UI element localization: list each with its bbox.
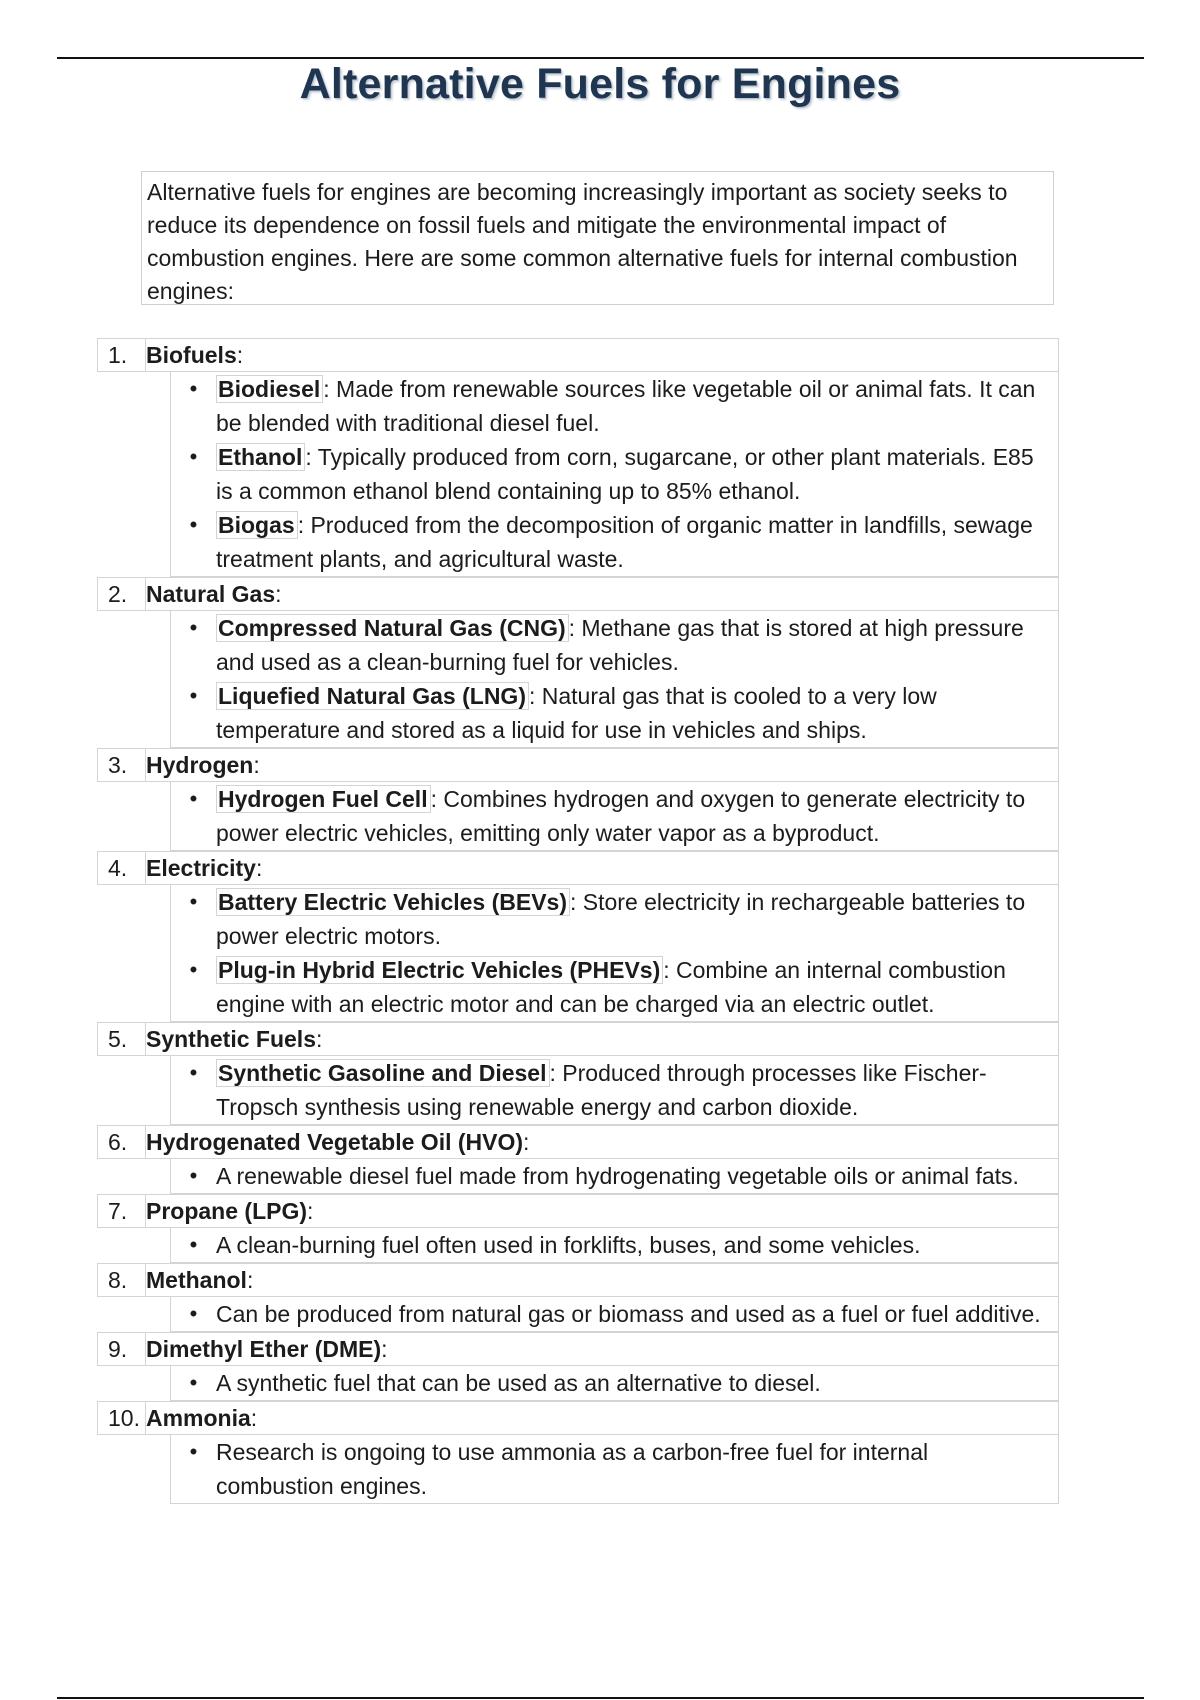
fuel-section-heading [97, 1401, 1059, 1435]
section-number: 5. [97, 1022, 145, 1056]
bullet-list [170, 1435, 1059, 1504]
fuel-section-heading [97, 338, 1059, 372]
bullet-list [170, 611, 1059, 748]
fuel-term: Biodiesel [216, 375, 323, 403]
fuel-section [97, 748, 1059, 851]
section-number: 9. [97, 1332, 145, 1366]
fuel-description: : Methane gas that is stored at high pressure and used as a clean-burning fuel for vehicles. [216, 615, 1024, 675]
fuel-name: Propane (LPG) [146, 1198, 308, 1224]
fuel-section [97, 338, 1059, 577]
list-item [171, 1159, 1058, 1193]
bullet-text [216, 611, 1058, 679]
list-item [171, 953, 1058, 1021]
list-item [171, 508, 1058, 576]
section-heading-text [145, 1401, 1059, 1435]
section-number: 7. [97, 1194, 145, 1228]
section-number: 6. [97, 1125, 145, 1159]
list-item [171, 1297, 1058, 1331]
bullet-list [170, 782, 1059, 851]
fuel-name: Hydrogen [146, 752, 254, 778]
bullet-text [216, 953, 1058, 1021]
section-number: 3. [97, 748, 145, 782]
fuel-description: A synthetic fuel that can be used as an alternative to diesel. [216, 1370, 821, 1396]
bullet-icon: • [189, 1232, 198, 1257]
fuel-term: Hydrogen Fuel Cell [216, 785, 431, 813]
heading-colon: : [250, 1405, 258, 1431]
fuel-name: Hydrogenated Vegetable Oil (HVO) [146, 1129, 524, 1155]
bullet-text [216, 1297, 1058, 1331]
section-heading-text [145, 1125, 1059, 1159]
bullet-list [170, 1366, 1059, 1401]
fuel-description: : Typically produced from corn, sugarcane, or other plant materials. E85 is a common ethanol blend containing up to 85% ethanol. [216, 444, 1034, 504]
bullet-icon: • [189, 1301, 198, 1326]
fuel-description: : Natural gas that is cooled to a very low temperature and stored as a liquid for use in vehicles and ships. [216, 683, 937, 743]
bullet-icon: • [189, 1439, 198, 1464]
list-item [171, 1435, 1058, 1503]
fuel-description: : Produced from the decomposition of organic matter in landfills, sewage treatment plants, and agricultural waste. [216, 512, 1033, 572]
bullet-icon: • [189, 512, 198, 537]
heading-colon: : [307, 1198, 314, 1224]
fuel-section-heading [97, 851, 1059, 885]
fuel-section-heading [97, 748, 1059, 782]
fuel-section [97, 1332, 1059, 1401]
list-item [171, 885, 1058, 953]
fuel-name: Electricity [146, 855, 256, 881]
bullet-icon: • [189, 376, 198, 401]
fuel-name: Methanol [146, 1267, 247, 1293]
bullet-text [216, 440, 1058, 508]
heading-colon: : [315, 1026, 323, 1052]
section-heading-text [145, 1332, 1059, 1366]
top-rule [57, 57, 1144, 59]
fuel-description: : Made from renewable sources like vegetable oil or animal fats. It can be blended with traditional diesel fuel. [216, 376, 1036, 436]
section-number: 4. [97, 851, 145, 885]
bullet-list [170, 1056, 1059, 1125]
fuel-name: Synthetic Fuels [146, 1026, 316, 1052]
list-item [171, 1056, 1058, 1124]
fuel-section [97, 1125, 1059, 1194]
section-heading-text [145, 1263, 1059, 1297]
bullet-icon: • [189, 615, 198, 640]
bullet-text [216, 1366, 1058, 1400]
section-heading-text [145, 851, 1059, 885]
list-item [171, 372, 1058, 440]
fuel-description: : Produced through processes like Fischer-Tropsch synthesis using renewable energy and carbon dioxide. [216, 1060, 987, 1120]
bullet-list [170, 1228, 1059, 1263]
list-item [171, 440, 1058, 508]
fuel-section [97, 1263, 1059, 1332]
bullet-icon: • [189, 683, 198, 708]
bullet-icon: • [189, 1370, 198, 1395]
section-heading-text [145, 1194, 1059, 1228]
fuel-name: Biofuels [146, 342, 237, 368]
fuel-section-heading [97, 577, 1059, 611]
bullet-text [216, 885, 1058, 953]
bullet-text [216, 1435, 1058, 1503]
fuel-section-heading [97, 1332, 1059, 1366]
fuel-term: Liquefied Natural Gas (LNG) [216, 682, 529, 710]
section-number: 10. [97, 1401, 145, 1435]
fuel-name: Natural Gas [146, 581, 276, 607]
section-heading-text [145, 748, 1059, 782]
bullet-icon: • [189, 786, 198, 811]
heading-colon: : [275, 581, 282, 607]
bullet-text [216, 508, 1058, 576]
fuel-name: Ammonia [146, 1405, 251, 1431]
bullet-list [170, 1159, 1059, 1194]
fuel-term: Ethanol [216, 443, 305, 471]
fuel-section [97, 1194, 1059, 1263]
section-number: 2. [97, 577, 145, 611]
heading-colon: : [236, 342, 244, 368]
fuel-section-heading [97, 1125, 1059, 1159]
heading-colon: : [246, 1267, 254, 1293]
fuel-term: Synthetic Gasoline and Diesel [216, 1059, 550, 1087]
list-item [171, 679, 1058, 747]
fuel-description: : Combine an internal combustion engine with an electric motor and can be charged via an electric outlet. [216, 957, 1006, 1017]
fuel-section-heading [97, 1194, 1059, 1228]
bullet-text [216, 679, 1058, 747]
fuel-section-heading [97, 1263, 1059, 1297]
heading-colon: : [523, 1129, 530, 1155]
fuel-description: Research is ongoing to use ammonia as a carbon-free fuel for internal combustion engines. [216, 1439, 929, 1499]
bullet-icon: • [189, 1060, 198, 1085]
list-item [171, 611, 1058, 679]
fuel-section [97, 577, 1059, 748]
section-heading-text [145, 1022, 1059, 1056]
heading-colon: : [381, 1336, 388, 1362]
list-item [171, 1366, 1058, 1400]
bullet-text [216, 1228, 1058, 1262]
fuel-section [97, 851, 1059, 1022]
bullet-icon: • [189, 1163, 198, 1188]
fuel-term: Biogas [216, 511, 298, 539]
bullet-icon: • [189, 957, 198, 982]
fuel-description: A renewable diesel fuel made from hydrogenating vegetable oils or animal fats. [216, 1163, 1019, 1189]
heading-colon: : [255, 855, 263, 881]
fuel-description: Can be produced from natural gas or biomass and used as a fuel or fuel additive. [216, 1301, 1041, 1327]
fuel-term: Plug-in Hybrid Electric Vehicles (PHEVs) [216, 956, 663, 984]
bullet-icon: • [189, 444, 198, 469]
bullet-text [216, 372, 1058, 440]
bullet-icon: • [189, 889, 198, 914]
bullet-list [170, 885, 1059, 1022]
fuel-section-heading [97, 1022, 1059, 1056]
intro-paragraph: Alternative fuels for engines are becoming increasingly important as society seeks to reduce its dependence on fossil fuels and mitigate the environmental impact of combustion engines. Here are some common alternative fuels for internal combustion engines: [141, 171, 1054, 305]
bullet-text [216, 1056, 1058, 1124]
section-heading-text [145, 338, 1059, 372]
section-number: 1. [97, 338, 145, 372]
list-item [171, 1228, 1058, 1262]
section-number: 8. [97, 1263, 145, 1297]
heading-colon: : [253, 752, 260, 778]
fuel-term: Compressed Natural Gas (CNG) [216, 614, 569, 642]
fuel-section [97, 1401, 1059, 1504]
fuel-section [97, 1022, 1059, 1125]
fuel-description: : Combines hydrogen and oxygen to generate electricity to power electric vehicles, emitting only water vapor as a byproduct. [216, 786, 1026, 846]
fuel-list [97, 338, 1059, 1504]
fuel-description: : Store electricity in rechargeable batteries to power electric motors. [216, 889, 1026, 949]
bullet-list [170, 1297, 1059, 1332]
page-title: Alternative Fuels for Engines [299, 60, 901, 108]
fuel-description: A clean-burning fuel often used in forklifts, buses, and some vehicles. [216, 1232, 921, 1258]
section-heading-text [145, 577, 1059, 611]
bullet-text [216, 782, 1058, 850]
bullet-text [216, 1159, 1058, 1193]
fuel-term: Battery Electric Vehicles (BEVs) [216, 888, 570, 916]
bottom-rule [57, 1697, 1144, 1699]
bullet-list [170, 372, 1059, 577]
fuel-name: Dimethyl Ether (DME) [146, 1336, 382, 1362]
list-item [171, 782, 1058, 850]
